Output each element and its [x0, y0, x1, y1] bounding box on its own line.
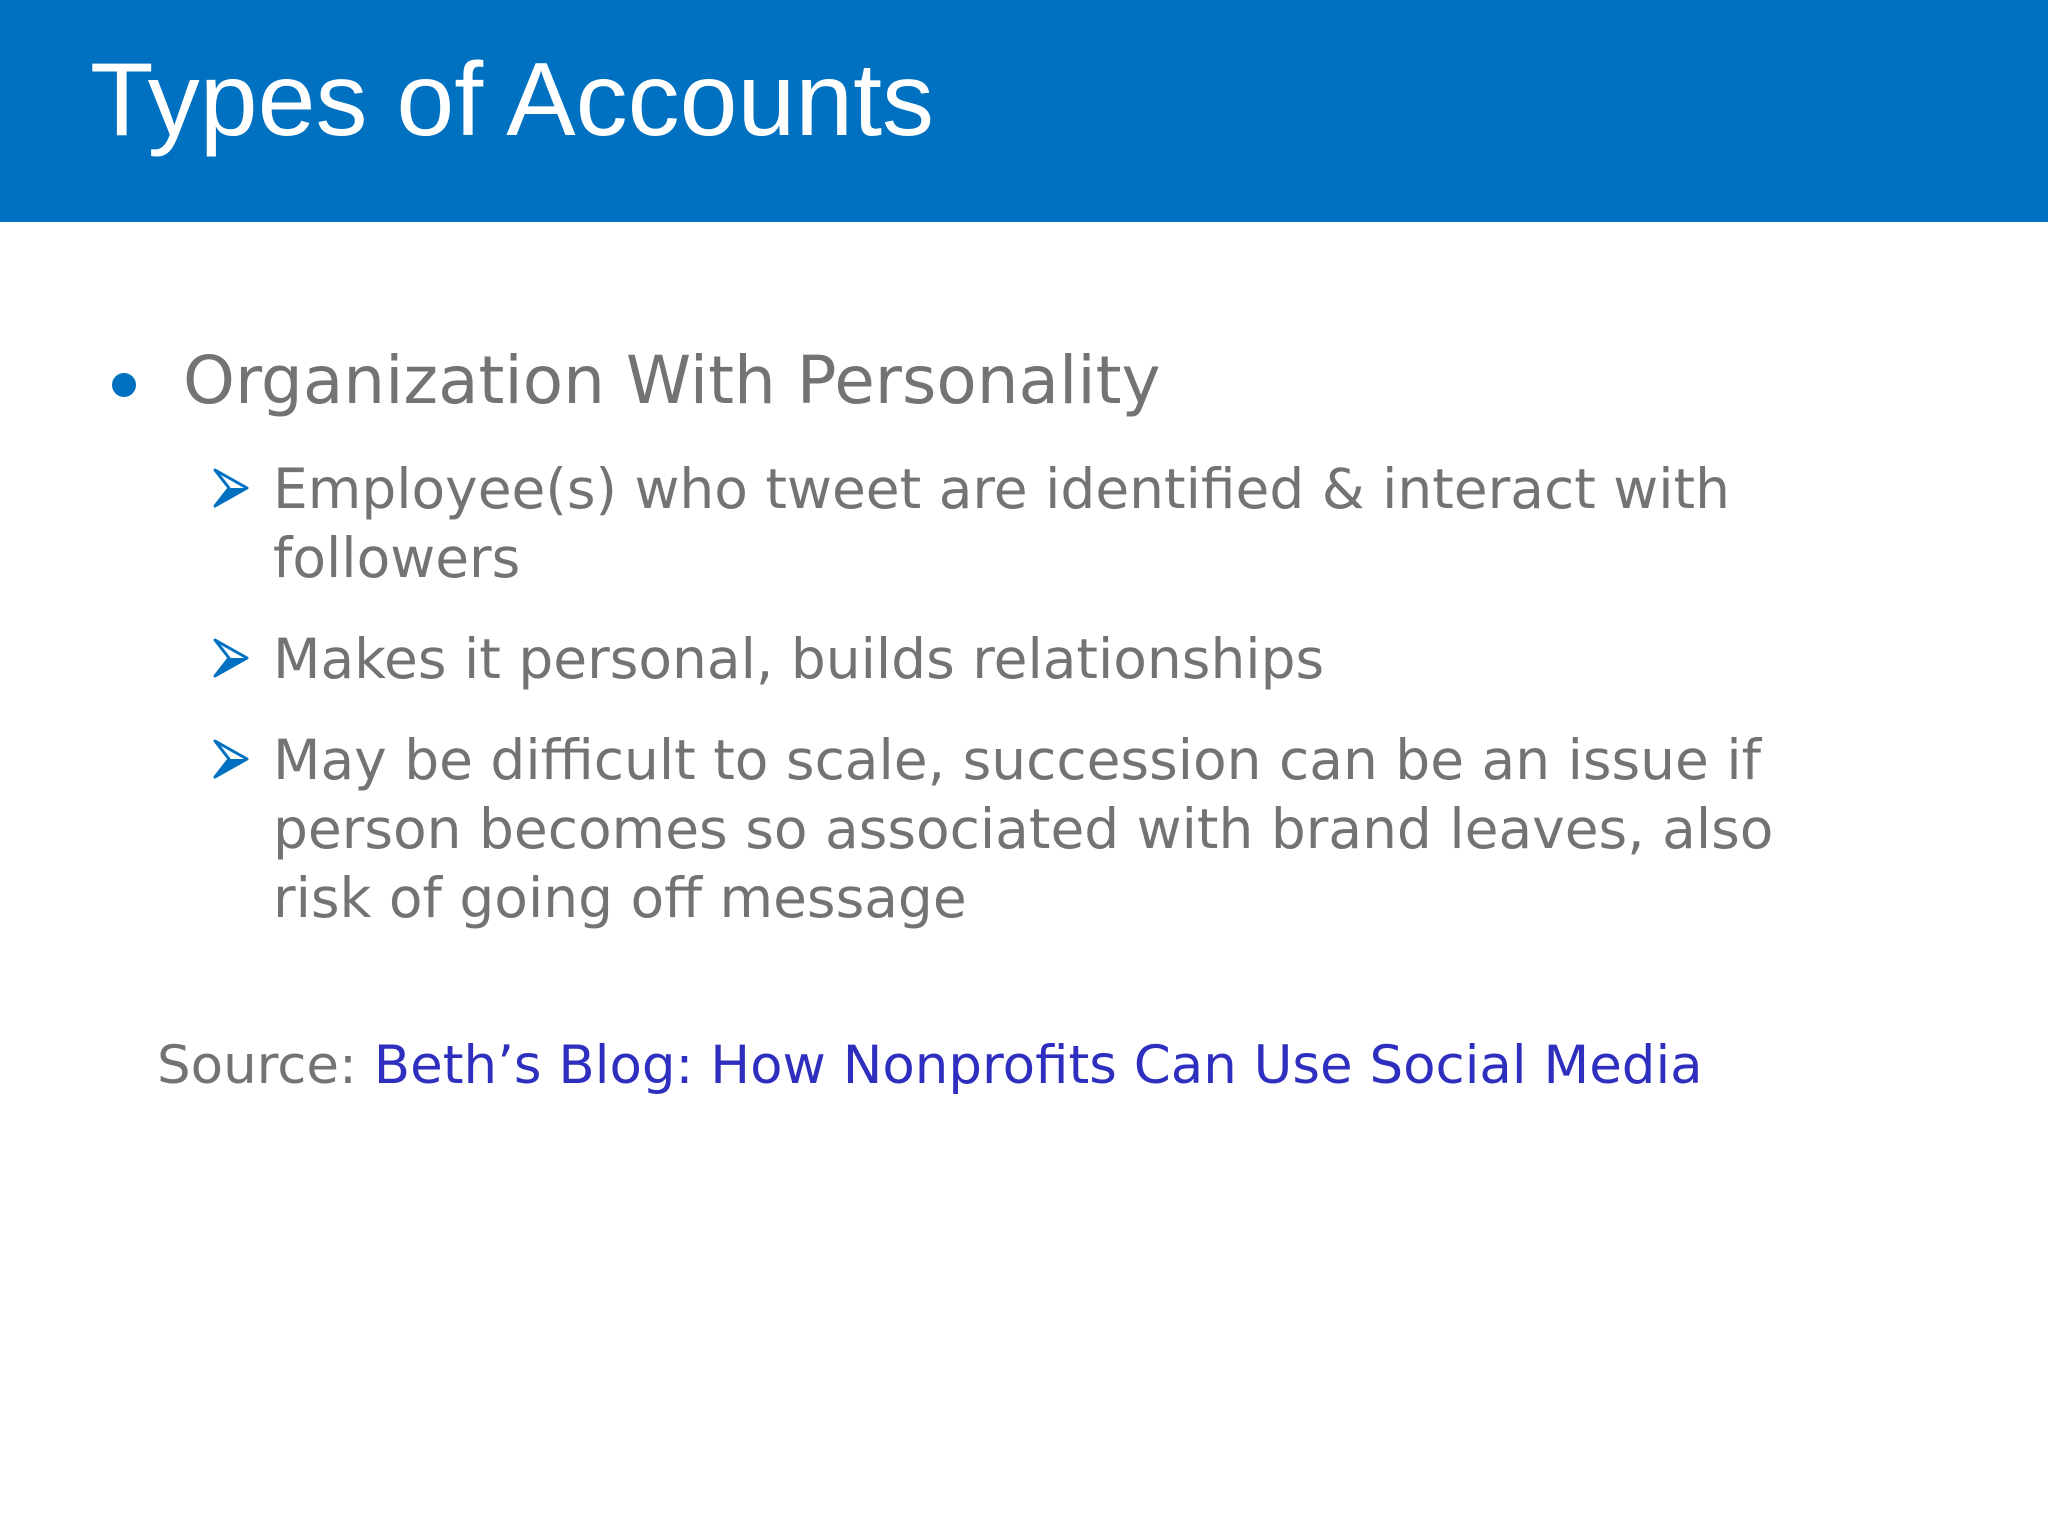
sub-bullet-text: Employee(s) who tweet are identified & interact with followers	[273, 457, 1730, 590]
sub-bullet-item	[210, 455, 1850, 593]
slide-title: Types of Accounts	[90, 42, 935, 158]
filled-circle-bullet-icon	[112, 373, 136, 397]
sub-bullet-text: Makes it personal, builds relationships	[273, 627, 1325, 691]
source-line	[157, 1030, 1703, 1102]
arrowhead-bullet-icon	[212, 467, 250, 509]
title-bar	[0, 0, 2048, 222]
main-bullet-text: Organization With Personality	[183, 342, 1161, 419]
source-label: Source:	[157, 1035, 357, 1096]
source-link[interactable]: Beth’s Blog: How Nonprofits Can Use Social Media	[373, 1035, 1703, 1096]
arrowhead-bullet-icon	[212, 738, 250, 780]
sub-bullet-item	[210, 726, 1850, 933]
arrowhead-bullet-icon	[212, 637, 250, 679]
sub-bullet-text: May be difficult to scale, succession can be an issue if person becomes so associated with brand leaves, also risk of going off message	[273, 728, 1774, 930]
sub-bullet-item	[210, 625, 1850, 694]
sub-bullet-list	[210, 455, 1850, 933]
